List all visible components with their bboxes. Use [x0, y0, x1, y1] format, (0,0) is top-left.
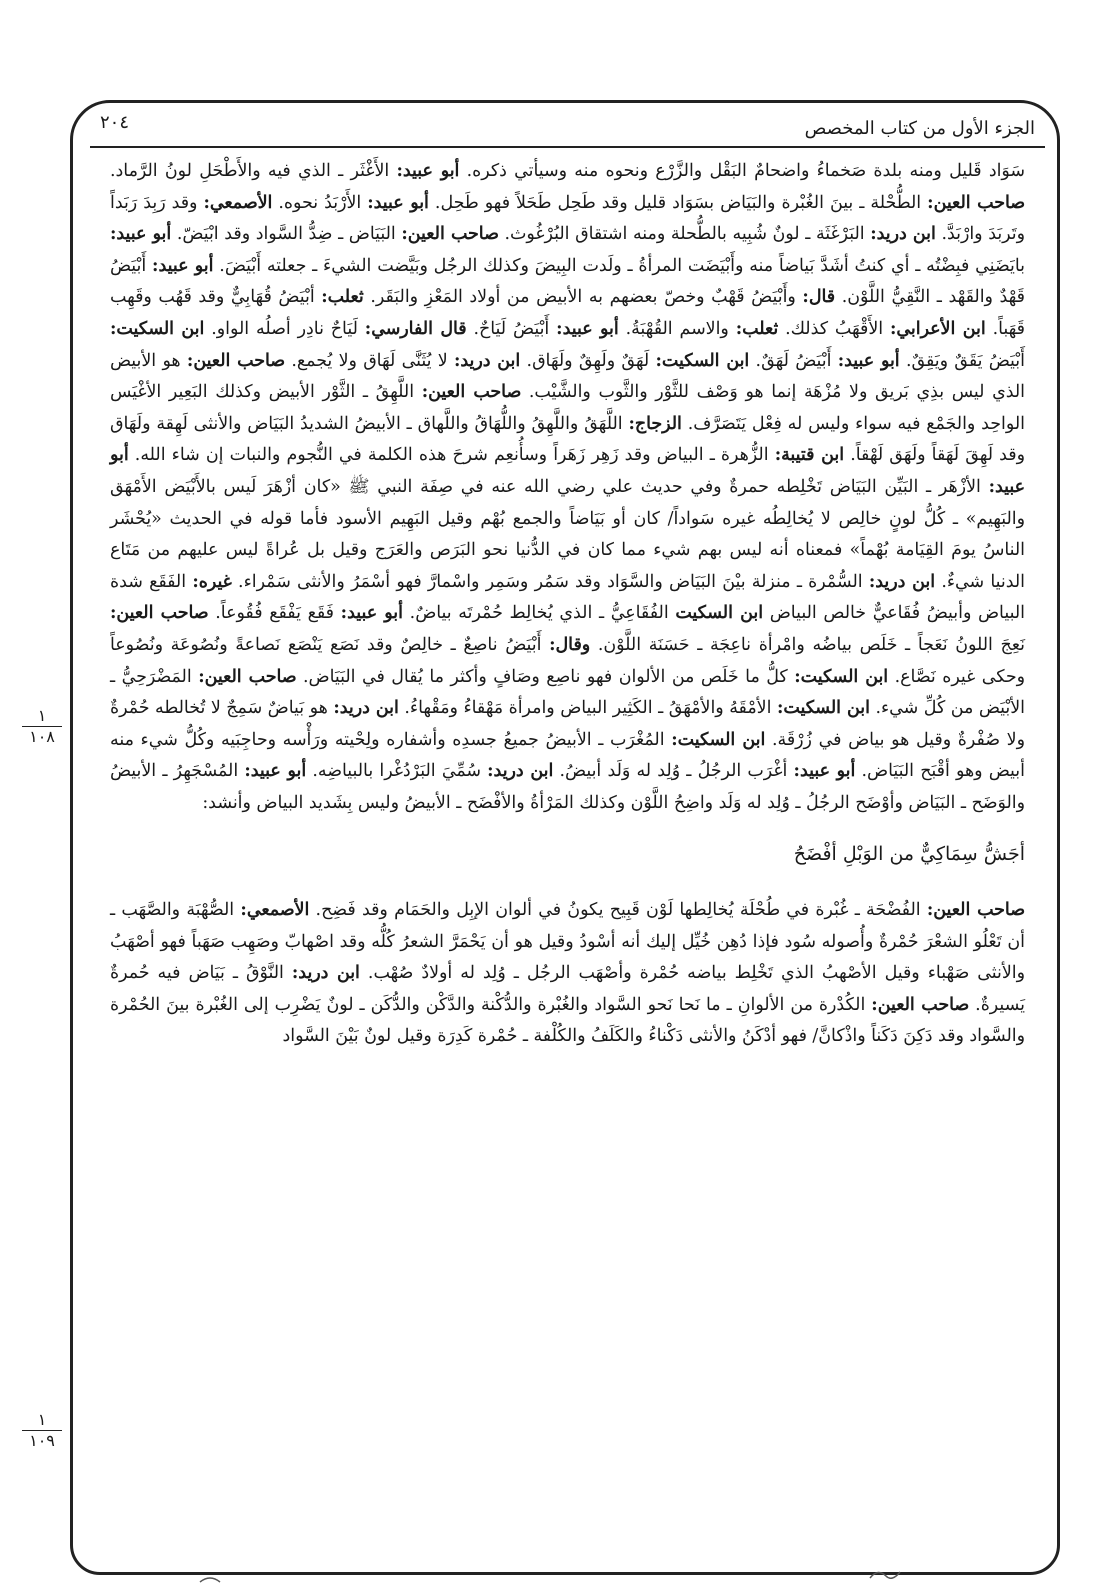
- source-name: أبو عبيد:: [244, 761, 307, 782]
- source-name: صاحب العين:: [421, 382, 522, 403]
- source-name: أبو عبيد:: [110, 224, 172, 245]
- source-name: أبو عبيد:: [556, 318, 619, 339]
- source-name: أبو عبيد:: [793, 761, 856, 782]
- source-name: أبو عبيد:: [837, 350, 900, 371]
- source-name: ثعلب:: [735, 318, 779, 339]
- source-name: أبو عبيد:: [152, 255, 214, 276]
- source-name: قال الفارسي:: [364, 318, 467, 339]
- text-run: النَّوْقُ ـ بَيَاض فيه حُمرةٌ يَسيرةٌ.: [110, 963, 1025, 1015]
- source-name: ابن الأعرابي:: [890, 318, 986, 339]
- text-run: البَيَاض ـ ضِدُّ السَّواد وقد ابْيَضّ.: [171, 224, 402, 245]
- source-name: ابن السكيت:: [776, 698, 870, 719]
- text-run: لا يُثَنَّى لَهَاق ولا يُجمع.: [285, 350, 454, 371]
- text-run: الفُضْحَة ـ غُبْرة في طُحْلَة يُخالِطها لَوْن قَبِيح يكونُ في ألوان الإبِل والحَمَام وقد فَضِح.: [309, 900, 927, 921]
- text-run: وقد رَبِدَ رَبَداً وتَربَدَ وارْبَدَّ.: [110, 192, 1026, 245]
- text-run: أَبْيَضُ لَهَقٌ.: [749, 350, 838, 371]
- running-title: الجزء الأول من كتاب المخصص: [804, 118, 1035, 139]
- margin-page-ref: [22, 708, 62, 745]
- text-run: أَبْيَضُ لَيَاحٌ.: [466, 318, 557, 339]
- text-run: البَرْغَثَة ـ لونٌ شُبِيه بالطُّحلة ومنه اشتقاق البُرْغُوث.: [498, 224, 871, 245]
- source-name: صاحب العين:: [871, 994, 970, 1015]
- source-name: أبو عبيد:: [110, 445, 1025, 497]
- source-name: ابن دريد:: [487, 761, 554, 782]
- source-name: ابن السكيت:: [110, 318, 205, 339]
- source-name: ابن قتيبة:: [774, 445, 845, 466]
- source-name: أبو عبيد:: [367, 192, 429, 213]
- text-run: أبْيَضُ قُهَابِيٌّ وقد قَهُب وقَهِب قَهَباً.: [110, 287, 1025, 339]
- text-run: سُمِّيَ البَرْدُغْرا بالبياضِه.: [306, 761, 488, 782]
- text-run: الفَقَع شدة البياض وأبيضُ فُقَاعيٌّ خالص البياض: [110, 571, 1025, 624]
- text-run: المَضْرَحِيُّ ـ الأبْيَض من كُلِّ شيء.: [110, 666, 1025, 719]
- text-run: أَبْيَضُ يَقَقٌ ويَقِقٌ.: [899, 350, 1025, 371]
- source-name: الأصمعي:: [240, 900, 310, 921]
- text-run: هو الأبيض الذي ليس بذِي بَريق ولا مُزْهَة إنما هو وَصْف للثَّوْر والثَّوب والشَّيْب.: [110, 350, 1025, 403]
- source-name: غيره:: [192, 571, 232, 592]
- text-run: نَعِجَ اللونُ نَعَجاً ـ خَلَص بياضُه وامْرأة ناعِجَة ـ حَسَنَة اللَّوْن.: [590, 634, 1025, 655]
- source-name: ابن دريد:: [868, 571, 936, 592]
- text-run: سَوَاد قَليل ومنه بلدة صَخماءُ واضحامٌ البَقْل والزَّرْع ونحوه منه وسيأتي ذكره.: [459, 161, 1025, 181]
- source-name: ابن دريد:: [333, 698, 399, 719]
- page-number: ٢٠٤: [100, 112, 130, 133]
- paragraph-1: [110, 156, 1025, 819]
- margin-denominator: ١٠٨: [29, 727, 55, 746]
- page-header: [90, 108, 1045, 148]
- source-name: وقال:: [549, 634, 591, 655]
- text-run: لَيَاحٌ نادِر أصلُه الواو.: [204, 318, 365, 339]
- main-text: [110, 156, 1025, 1053]
- text-run: والاسم القُهْبَةُ.: [618, 318, 736, 339]
- source-name: ابن السكيت: [675, 603, 764, 624]
- text-run: الأَرْبَدُ نحوه.: [272, 192, 368, 213]
- text-run: الصُّهْبَة والصَّهَب ـ أن تَعْلُو الشعْرَ حُمْرةٌ وأُصوله سُود فإذا دُهِن خُيِّل إليك أنه أسْودُ وقيل هو أن يَحْمَرَّ الشعرُ كُلُّه وقد اصْهابّ وصَهِب صَهَباً فهو أصْهَبُ والأنثى صَهْباء وقيل الأصْهبُ الذي تَخْلِط بياضه حُمْرة وأصْهَب الرجُل ـ وُلِد له أولادٌ صُهْب.: [110, 900, 1025, 984]
- margin-denominator: ١٠٩: [29, 1431, 55, 1450]
- source-name: صاحب العين:: [186, 350, 286, 371]
- text-run: المُسْجَهِرُ ـ الأبيضُ والوَضَح ـ البَيَاض وأوْضَح الرجُلُ ـ وُلِد له وَلَد واضِحُ اللَّوْن وكذلك المَرْأةُ والأفْضَح ـ الأبيضُ وليس بِشَديد البياض وأنشد:: [110, 761, 1025, 813]
- text-run: الأزْهَر ـ البَيِّن البَيَاض تَخْلِطه حمرةٌ وفي حديث علي رضي الله عنه في صِفَة النبي ﷺ «كان أزْهَرَ لَيس بالأَبْيَض الأَمْهَق والبَهِيم» ـ كُلُّ لونٍ خالِص لا يُخالِطُه غيره سَواداً/ كان أو بَيَاضاً والجمع بُهْم وقيل البَهِيم الأسود فأما قوله في الحديث «يُحْشَر الناسُ يومَ القِيَامة بُهْماً» فمعناه أنه ليس بهم شيء مما كان في الدُّنيا نحو البَرَص والعَرَج وقيل بل عُراةً ليس عليهم من مَتَاع الدنيا شيءٌ.: [110, 476, 1026, 592]
- source-name: ابن السكيت:: [655, 350, 750, 371]
- text-run: الفُقَاعِيُّ ـ الذي يُخالِط حُمْرتَه بياضٌ.: [402, 603, 676, 624]
- source-name: صاحب العين:: [198, 666, 297, 687]
- source-name: أبو عبيد:: [396, 161, 460, 181]
- source-name: صاحب العين:: [110, 603, 209, 624]
- text-run: اللَّهَقُ واللَّهِقُ واللُّهَاقُ واللَّهاق ـ الأبيضُ الشديدُ البَيَاض والأنثى لَهِقة ولَهَاق وقد لَهِقَ لَهَقاً ولَهَق لَهْقاً.: [110, 413, 1026, 466]
- text-run: بايَضَنِي فبِضْتُه ـ أي كنتُ أشَدَّ بَياضاً منه وأَبْيَضَت المرأةُ ـ ولَدت البِيضَ وكذلك الرجُل وبَيَّضت الشيءَ ـ جعلته أَبْيَضَ.: [213, 255, 1025, 276]
- text-run: الزُّهرة ـ البياض وقد زَهِر زَهَراً وسأُنعِم شرحَ هذه الكلمة في النُّجوم والنبات إن شاء الله.: [128, 445, 775, 466]
- text-run: فَقَع يَفْقَع فُقُوعاً.: [208, 603, 341, 624]
- header-divider: [90, 146, 1045, 148]
- text-run: لَهَقٌ ولَهِقٌ ولَهَاق.: [520, 350, 656, 371]
- text-run: كلُّ ما خَلَص من الألوان فهو ناصِع وصَافٍ وأكثر ما يُقال في البَيَاض.: [296, 666, 795, 687]
- text-run: أغْرَب الرجُلُ ـ وُلِد له وَلَد أبيضُ.: [553, 761, 794, 782]
- margin-numerator: ١: [22, 1412, 62, 1431]
- text-run: المُغْرَب ـ الأبيضُ جميعُ جسدِه وأشفاره ولِحْيته ورَأْسه وحاجِبَيه وكُلُّ شيء منه أبيض وهو أقْبَح البَيَاض.: [110, 729, 1025, 782]
- text-run: الأَغْثَر ـ الذي فيه والأَطْحَلِ لونُ الرَّماد.: [110, 161, 397, 181]
- margin-page-ref: [22, 1412, 62, 1449]
- source-name: أبو عبيد:: [340, 603, 403, 624]
- scan-artifact-marks: [180, 1560, 940, 1590]
- text-run: الأمْقَهُ والأمْهَقُ ـ الكَثِير البياض وامرأة مَهْقاءُ ومَقْهاءُ.: [398, 698, 777, 719]
- paragraph-2: [110, 895, 1025, 1053]
- source-name: صاحب العين:: [927, 192, 1026, 213]
- text-run: أَبْيَضُ ناصِعٌ ـ خالِصٌ وقد نَصَع يَنْصَع نَصاعةً ونُصُوعَة ونُصُوعاً وحكى غيره نَصَّاع.: [110, 634, 1026, 687]
- text-run: اللَّهِقُ ـ الثَّوْر الأبيض وكذلك البَعِير الأغْيَس الواحِد والجَمْع فيه سواء وليس له فِعْل يَتَصَرَّف.: [110, 382, 1025, 434]
- text-run: السُّمْرة ـ منزلة بيْنَ البَيَاض والسَّوَاد وقد سَمُر وسَمِر واسْمارَّ فهو أسْمَرُ والأنثى سَمْراء.: [231, 571, 869, 592]
- source-name: ابن دريد:: [453, 350, 521, 371]
- text-run: أَبْيَضُ قَهْدٌ والقَهْد ـ النَّقِيُّ اللَّوْن.: [110, 255, 1025, 308]
- text-run: وأَبْيَضُ قَهْبٌ وخصّ بعضهم به الأبيض من أولاد المَعْزِ والبَقَر.: [363, 287, 803, 308]
- source-name: ثعلب:: [321, 287, 364, 308]
- source-name: ابن دريد:: [291, 963, 360, 984]
- poetry-verse: أجَشُّ سِمَاكِيٌّ من الوَبْلِ أفْضَحُ: [793, 843, 1025, 866]
- source-name: ابن دريد:: [870, 224, 936, 245]
- source-name: صاحب العين:: [401, 224, 499, 245]
- source-name: ابن السكيت:: [671, 729, 766, 750]
- source-name: الأصمعي:: [203, 192, 273, 213]
- text-run: هو بَياضٌ سَمِجٌ لا تُخالطه حُمْرةٌ ولا صُفْرةٌ وقيل هو بياض في زُرْقَة.: [110, 698, 1026, 750]
- source-name: قال:: [802, 287, 836, 308]
- margin-numerator: ١: [22, 708, 62, 727]
- text-run: الطُّحْلة ـ بينَ الغُبْرة والبَيَاض بسَوَاد قليل وقد طَحِل طَحَلاً فهو طَحِل.: [428, 192, 928, 213]
- source-name: ابن السكيت:: [794, 666, 889, 687]
- source-name: الزجاج:: [628, 413, 682, 434]
- text-run: الأَقْهَبُ كذلك.: [778, 318, 890, 339]
- text-run: الكُدْرة من الألوانِ ـ ما نَحا نَحو السَّواد والغُبْرة والدُّكْنة والدَّكْن والدُّكَن ـ لونٌ يَضْرِب إلى الغُبْرة بينَ الحُمْرة والسَّواد وقد دَكِنَ دَكَناً واذْكانَّ/ فهو أدْكَنُ والأنثى دَكْناءُ والكَلَفُ والكُلْفة ـ حُمْرة كَدِرَة وقيل لونٌ بَيْنَ السَّواد: [110, 994, 1025, 1047]
- source-name: صاحب العين:: [926, 900, 1026, 921]
